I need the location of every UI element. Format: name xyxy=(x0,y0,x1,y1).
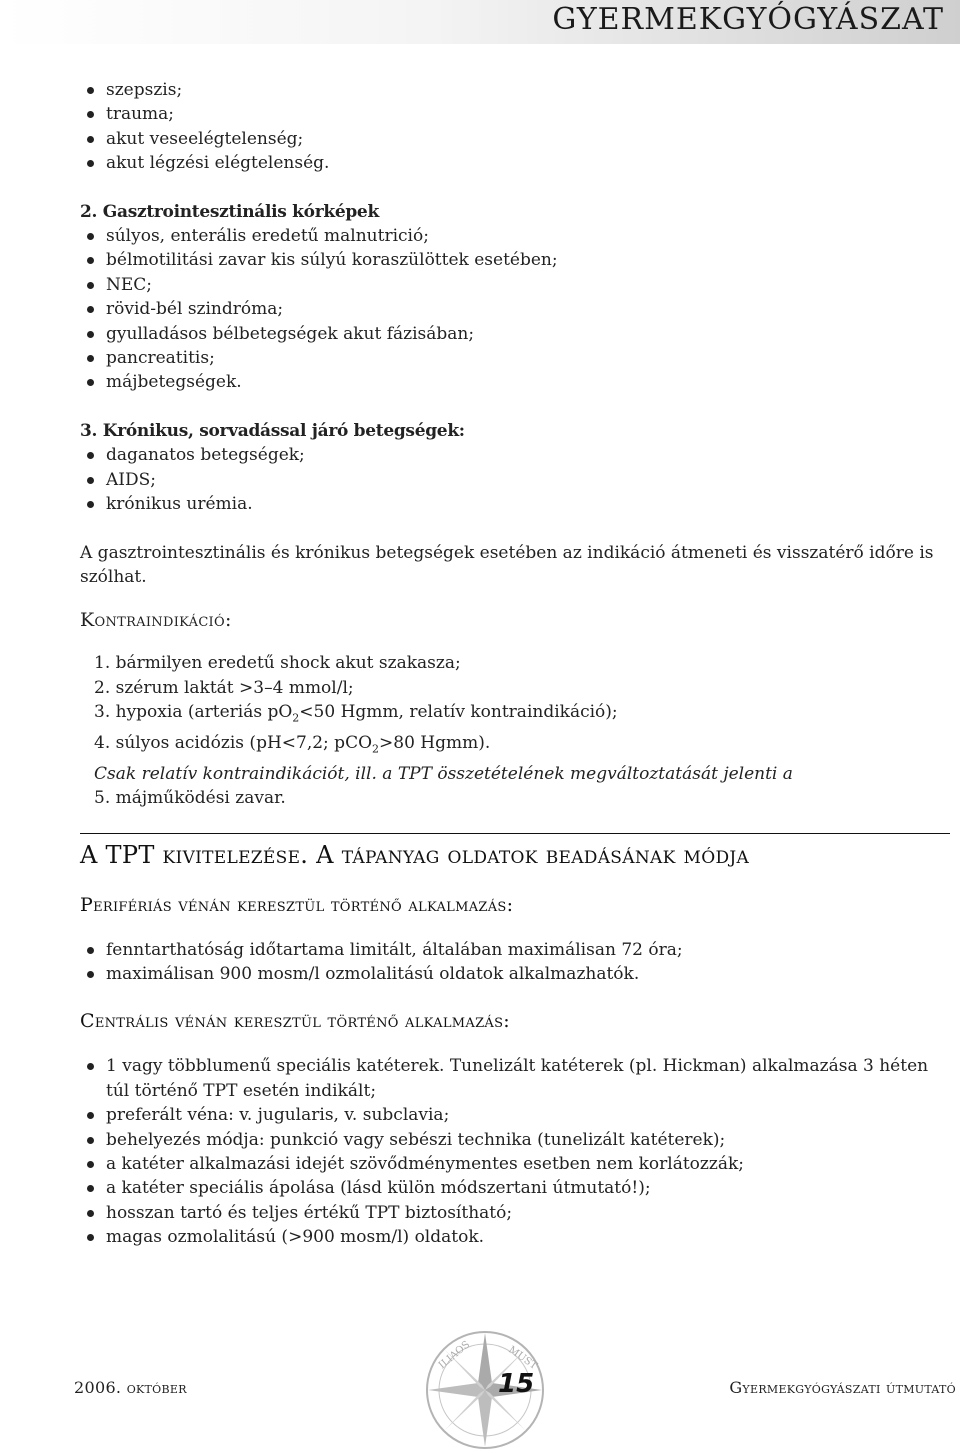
page-number: 15 xyxy=(498,1369,535,1399)
page-footer xyxy=(0,1339,960,1443)
list-item: fenntarthatóság időtartama limitált, általában maximálisan 72 óra; xyxy=(80,938,950,962)
list-item: a katéter alkalmazási idejét szövődménymentes esetben nem korlátozzák; xyxy=(80,1152,950,1176)
tpt-heading: A TPT kivitelezése. A tápanyag oldatok beadásának módja xyxy=(80,840,750,869)
list-item: májbetegségek. xyxy=(80,370,950,394)
central-list xyxy=(80,1054,950,1249)
footer-publication: Gyermekgyógyászati útmutató xyxy=(729,1378,956,1397)
item-text: >80 Hgmm). xyxy=(379,732,491,753)
list-item: akut veseelégtelenség; xyxy=(80,127,950,151)
peripheral-heading: Perifériás vénán keresztül történő alkalmazás: xyxy=(80,893,514,916)
list-item: súlyos, enterális eredetű malnutrició; xyxy=(80,224,950,248)
subscript: 2 xyxy=(372,742,380,756)
subscript: 2 xyxy=(292,711,300,725)
list-item: bélmotilitási zavar kis súlyú koraszülöttek esetében; xyxy=(80,248,950,272)
list-item: 2. szérum laktát >3–4 mmol/l; xyxy=(94,677,354,698)
list-item: krónikus urémia. xyxy=(80,492,950,516)
list-item: akut légzési elégtelenség. xyxy=(80,151,950,175)
compass-text: ILIAOS xyxy=(436,1339,473,1372)
list-item: szepszis; xyxy=(80,78,950,102)
item-text: <50 Hgmm, relatív kontraindikáció); xyxy=(299,702,618,723)
list-item: 5. májműködési zavar. xyxy=(94,788,286,809)
list-item: 1 vagy többlumenű speciális katéterek. Tunelizált katéterek (pl. Hickman) alkalmazása 3 héten túl történő TPT esetén indikált; xyxy=(80,1054,950,1103)
indication-paragraph: A gasztrointesztinális és krónikus betegségek esetében az indikáció átmeneti és visszatérő időre is szólhat. xyxy=(80,542,934,587)
document-body xyxy=(80,78,950,1250)
gastro-list xyxy=(80,224,950,395)
list-item: pancreatitis; xyxy=(80,346,950,370)
contraindication-list xyxy=(80,651,950,761)
list-item: hosszan tartó és teljes értékű TPT biztosítható; xyxy=(80,1201,950,1225)
central-heading: Centrális vénán keresztül történő alkalmazás: xyxy=(80,1010,511,1033)
list-item: AIDS; xyxy=(80,468,950,492)
list-item xyxy=(80,731,950,762)
footer-date: 2006. október xyxy=(74,1378,187,1397)
list-item: trauma; xyxy=(80,102,950,126)
list-item: rövid-bél szindróma; xyxy=(80,297,950,321)
running-title: GYERMEKGYÓGYÁSZAT xyxy=(552,2,944,37)
list-item: gyulladásos bélbetegségek akut fázisában; xyxy=(80,322,950,346)
list-item: daganatos betegségek; xyxy=(80,443,950,467)
header-band xyxy=(0,0,960,44)
list-item: a katéter speciális ápolása (lásd külön módszertani útmutató!); xyxy=(80,1176,950,1200)
list-item: behelyezés módja: punkció vagy sebészi technika (tunelizált katéterek); xyxy=(80,1128,950,1152)
contraindication-list-cont xyxy=(80,786,950,810)
item-text: 4. súlyos acidózis (pH<7,2; pCO xyxy=(94,732,373,753)
section-heading-gastro: 2. Gasztrointesztinális kórképek xyxy=(80,201,379,222)
section-heading-chronic: 3. Krónikus, sorvadással járó betegségek: xyxy=(80,420,465,441)
list-item: magas ozmolalitású (>900 mosm/l) oldatok. xyxy=(80,1225,950,1249)
chronic-list xyxy=(80,443,950,516)
compass-text: MUST xyxy=(506,1344,539,1372)
list-item: preferált véna: v. jugularis, v. subclavia; xyxy=(80,1103,950,1127)
item-text: 3. hypoxia (arteriás pO xyxy=(94,702,293,723)
indication-list xyxy=(80,78,950,176)
relative-note: Csak relatív kontraindikációt, ill. a TPT összetételének megváltoztatását jelenti a xyxy=(94,763,793,784)
list-item: NEC; xyxy=(80,273,950,297)
list-item: maximálisan 900 mosm/l ozmolalitású oldatok alkalmazhatók. xyxy=(80,962,950,986)
peripheral-list xyxy=(80,938,950,987)
list-item: 1. bármilyen eredetű shock akut szakasza; xyxy=(94,653,461,674)
list-item xyxy=(80,700,950,731)
contraindication-heading: Kontraindikáció: xyxy=(80,609,232,632)
